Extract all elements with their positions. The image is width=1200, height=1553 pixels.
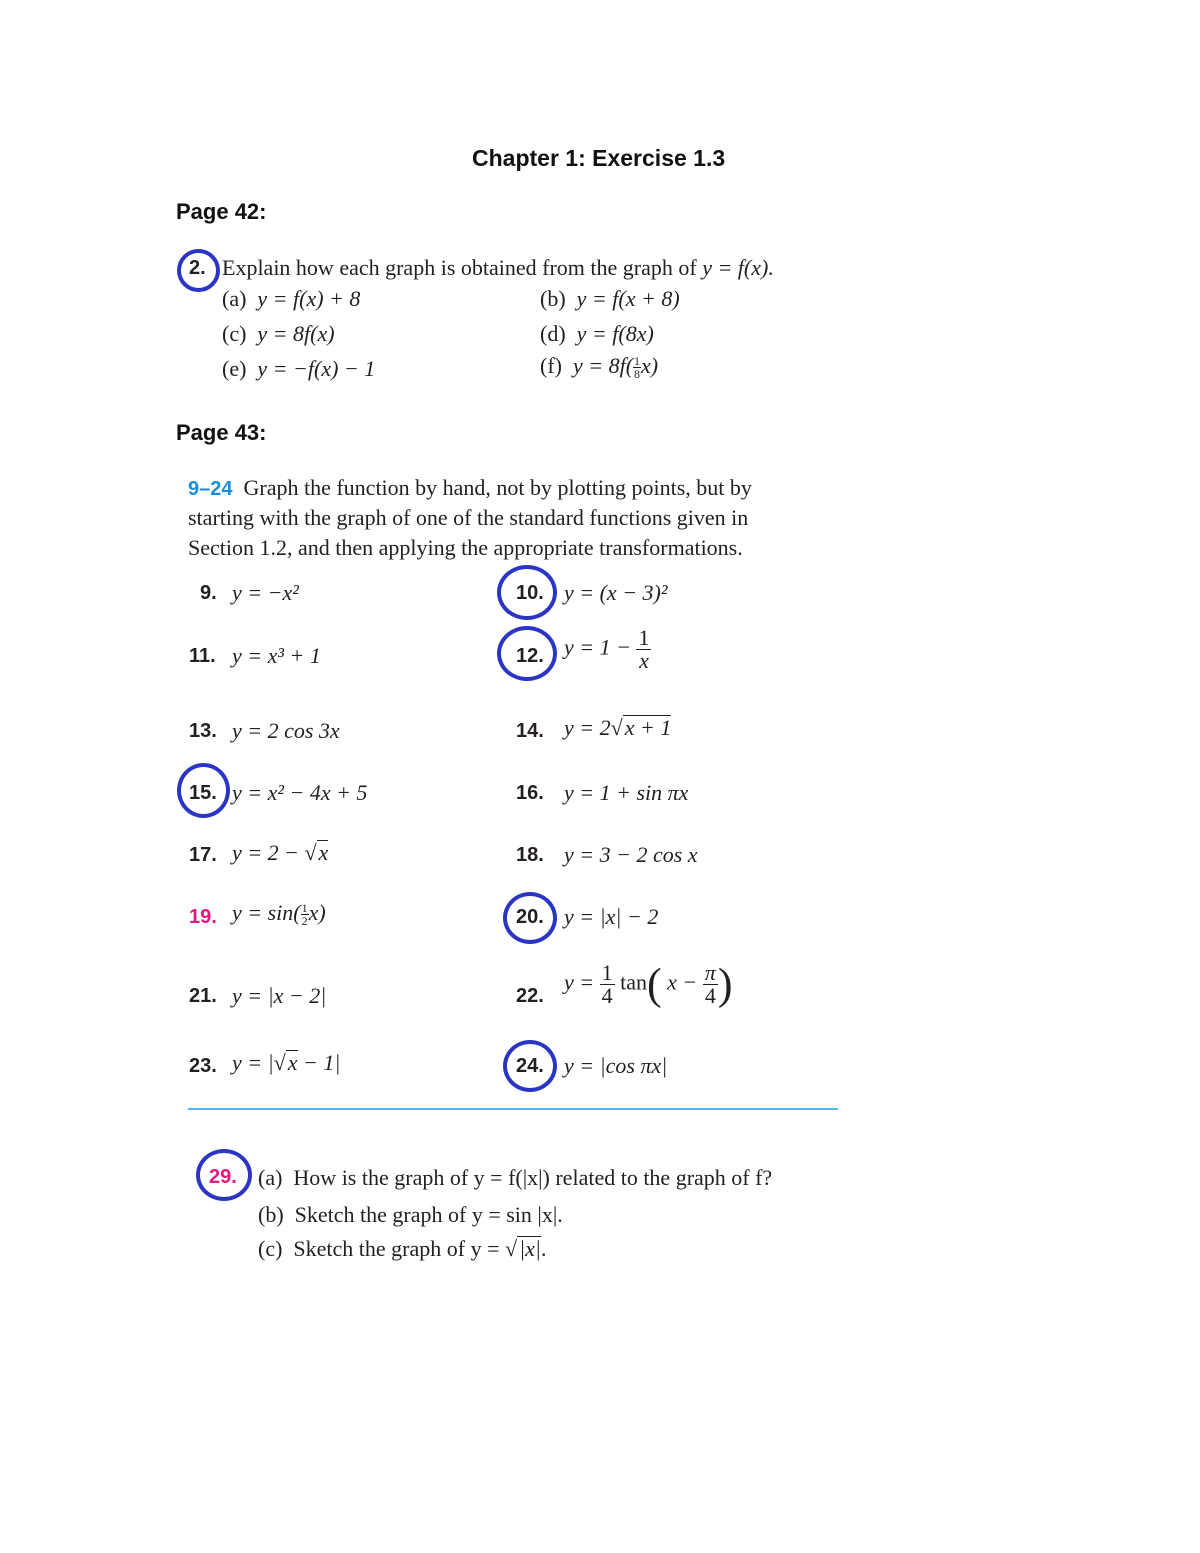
instructions-line-3: Section 1.2, and then applying the appropriate transformations.	[188, 535, 743, 560]
item-11-number: 11.	[189, 645, 216, 667]
problem-2e: (e) y = −f(x) − 1	[222, 356, 376, 381]
problem-2-prompt: Explain how each graph is obtained from the graph of y = f(x).	[222, 255, 774, 280]
item-15-circle	[177, 763, 230, 818]
problem-2d: (d) y = f(8x)	[540, 321, 654, 346]
item-9-equation: y = −x²	[232, 580, 299, 605]
problem-2-number: 2.	[189, 257, 206, 279]
item-10-number: 10.	[516, 582, 544, 604]
item-19-number: 19.	[189, 906, 217, 928]
problem-2a: (a) y = f(x) + 8	[222, 286, 361, 311]
item-14-equation: y = 2√x + 1	[564, 715, 672, 740]
item-23-number: 23.	[189, 1055, 217, 1077]
item-14-number: 14.	[516, 720, 544, 742]
item-17-equation: y = 2 − √x	[232, 840, 329, 865]
item-13-number: 13.	[189, 720, 217, 742]
item-22-number: 22.	[516, 985, 544, 1007]
item-18-number: 18.	[516, 844, 544, 866]
item-15-number: 15.	[189, 782, 217, 804]
item-10-equation: y = (x − 3)²	[564, 580, 668, 605]
item-11-equation: y = x³ + 1	[232, 643, 321, 668]
item-12-equation: y = 1 − $\frac{1}{x}$	[564, 625, 650, 673]
item-13-equation: y = 2 cos 3x	[232, 718, 340, 743]
item-17-number: 17.	[189, 844, 217, 866]
item-10-circle	[497, 565, 557, 620]
item-20-number: 20.	[516, 906, 544, 928]
problem-29a: (a) How is the graph of y = f(|x|) related to the graph of f?	[258, 1165, 773, 1190]
item-24-number: 24.	[516, 1055, 544, 1077]
problem-2c: (c) y = 8f(x)	[222, 321, 335, 346]
item-21-number: 21.	[189, 985, 217, 1007]
problem-2b: (b) y = f(x + 8)	[540, 286, 680, 311]
item-23-equation: y = |√x − 1|	[232, 1050, 341, 1075]
problem-29-number: 29.	[209, 1166, 237, 1188]
instructions-line-1: 9–24 Graph the function by hand, not by plotting points, but by	[188, 475, 752, 500]
item-15-equation: y = x² − 4x + 5	[232, 780, 368, 805]
page-42-label: Page 42:	[176, 199, 267, 224]
instructions-line-2: starting with the graph of one of the standard functions given in	[188, 505, 749, 530]
item-16-equation: y = 1 + sin πx	[564, 780, 689, 805]
section-divider	[188, 1108, 838, 1110]
item-21-equation: y = |x − 2|	[232, 983, 327, 1008]
page-title: Chapter 1: Exercise 1.3	[472, 145, 726, 171]
problem-29c: (c) Sketch the graph of y = √|x|.	[258, 1236, 547, 1261]
item-9-number: 9.	[200, 582, 217, 604]
item-12-circle	[497, 626, 557, 681]
item-24-equation: y = |cos πx|	[564, 1053, 668, 1078]
problem-2f: (f) y = 8f( $\frac{1}{8}$ x)	[540, 353, 659, 382]
page-43-label: Page 43:	[176, 420, 267, 445]
item-20-equation: y = |x| − 2	[564, 904, 659, 929]
instructions-range: 9–24	[188, 478, 233, 500]
item-24-circle	[503, 1040, 557, 1092]
item-18-equation: y = 3 − 2 cos x	[564, 842, 698, 867]
item-20-circle	[503, 892, 557, 944]
item-19-equation: y = sin( $\frac{1}{2}$ x)	[232, 900, 326, 929]
item-16-number: 16.	[516, 782, 544, 804]
problem-2-circle	[177, 249, 220, 292]
problem-29b: (b) Sketch the graph of y = sin |x|.	[258, 1202, 563, 1227]
item-22-equation: y = $\frac{1}{4}$ tan( x − $\frac{\pi}{4}$ )	[564, 959, 733, 1009]
item-12-number: 12.	[516, 645, 544, 667]
problem-29-circle	[196, 1149, 252, 1201]
